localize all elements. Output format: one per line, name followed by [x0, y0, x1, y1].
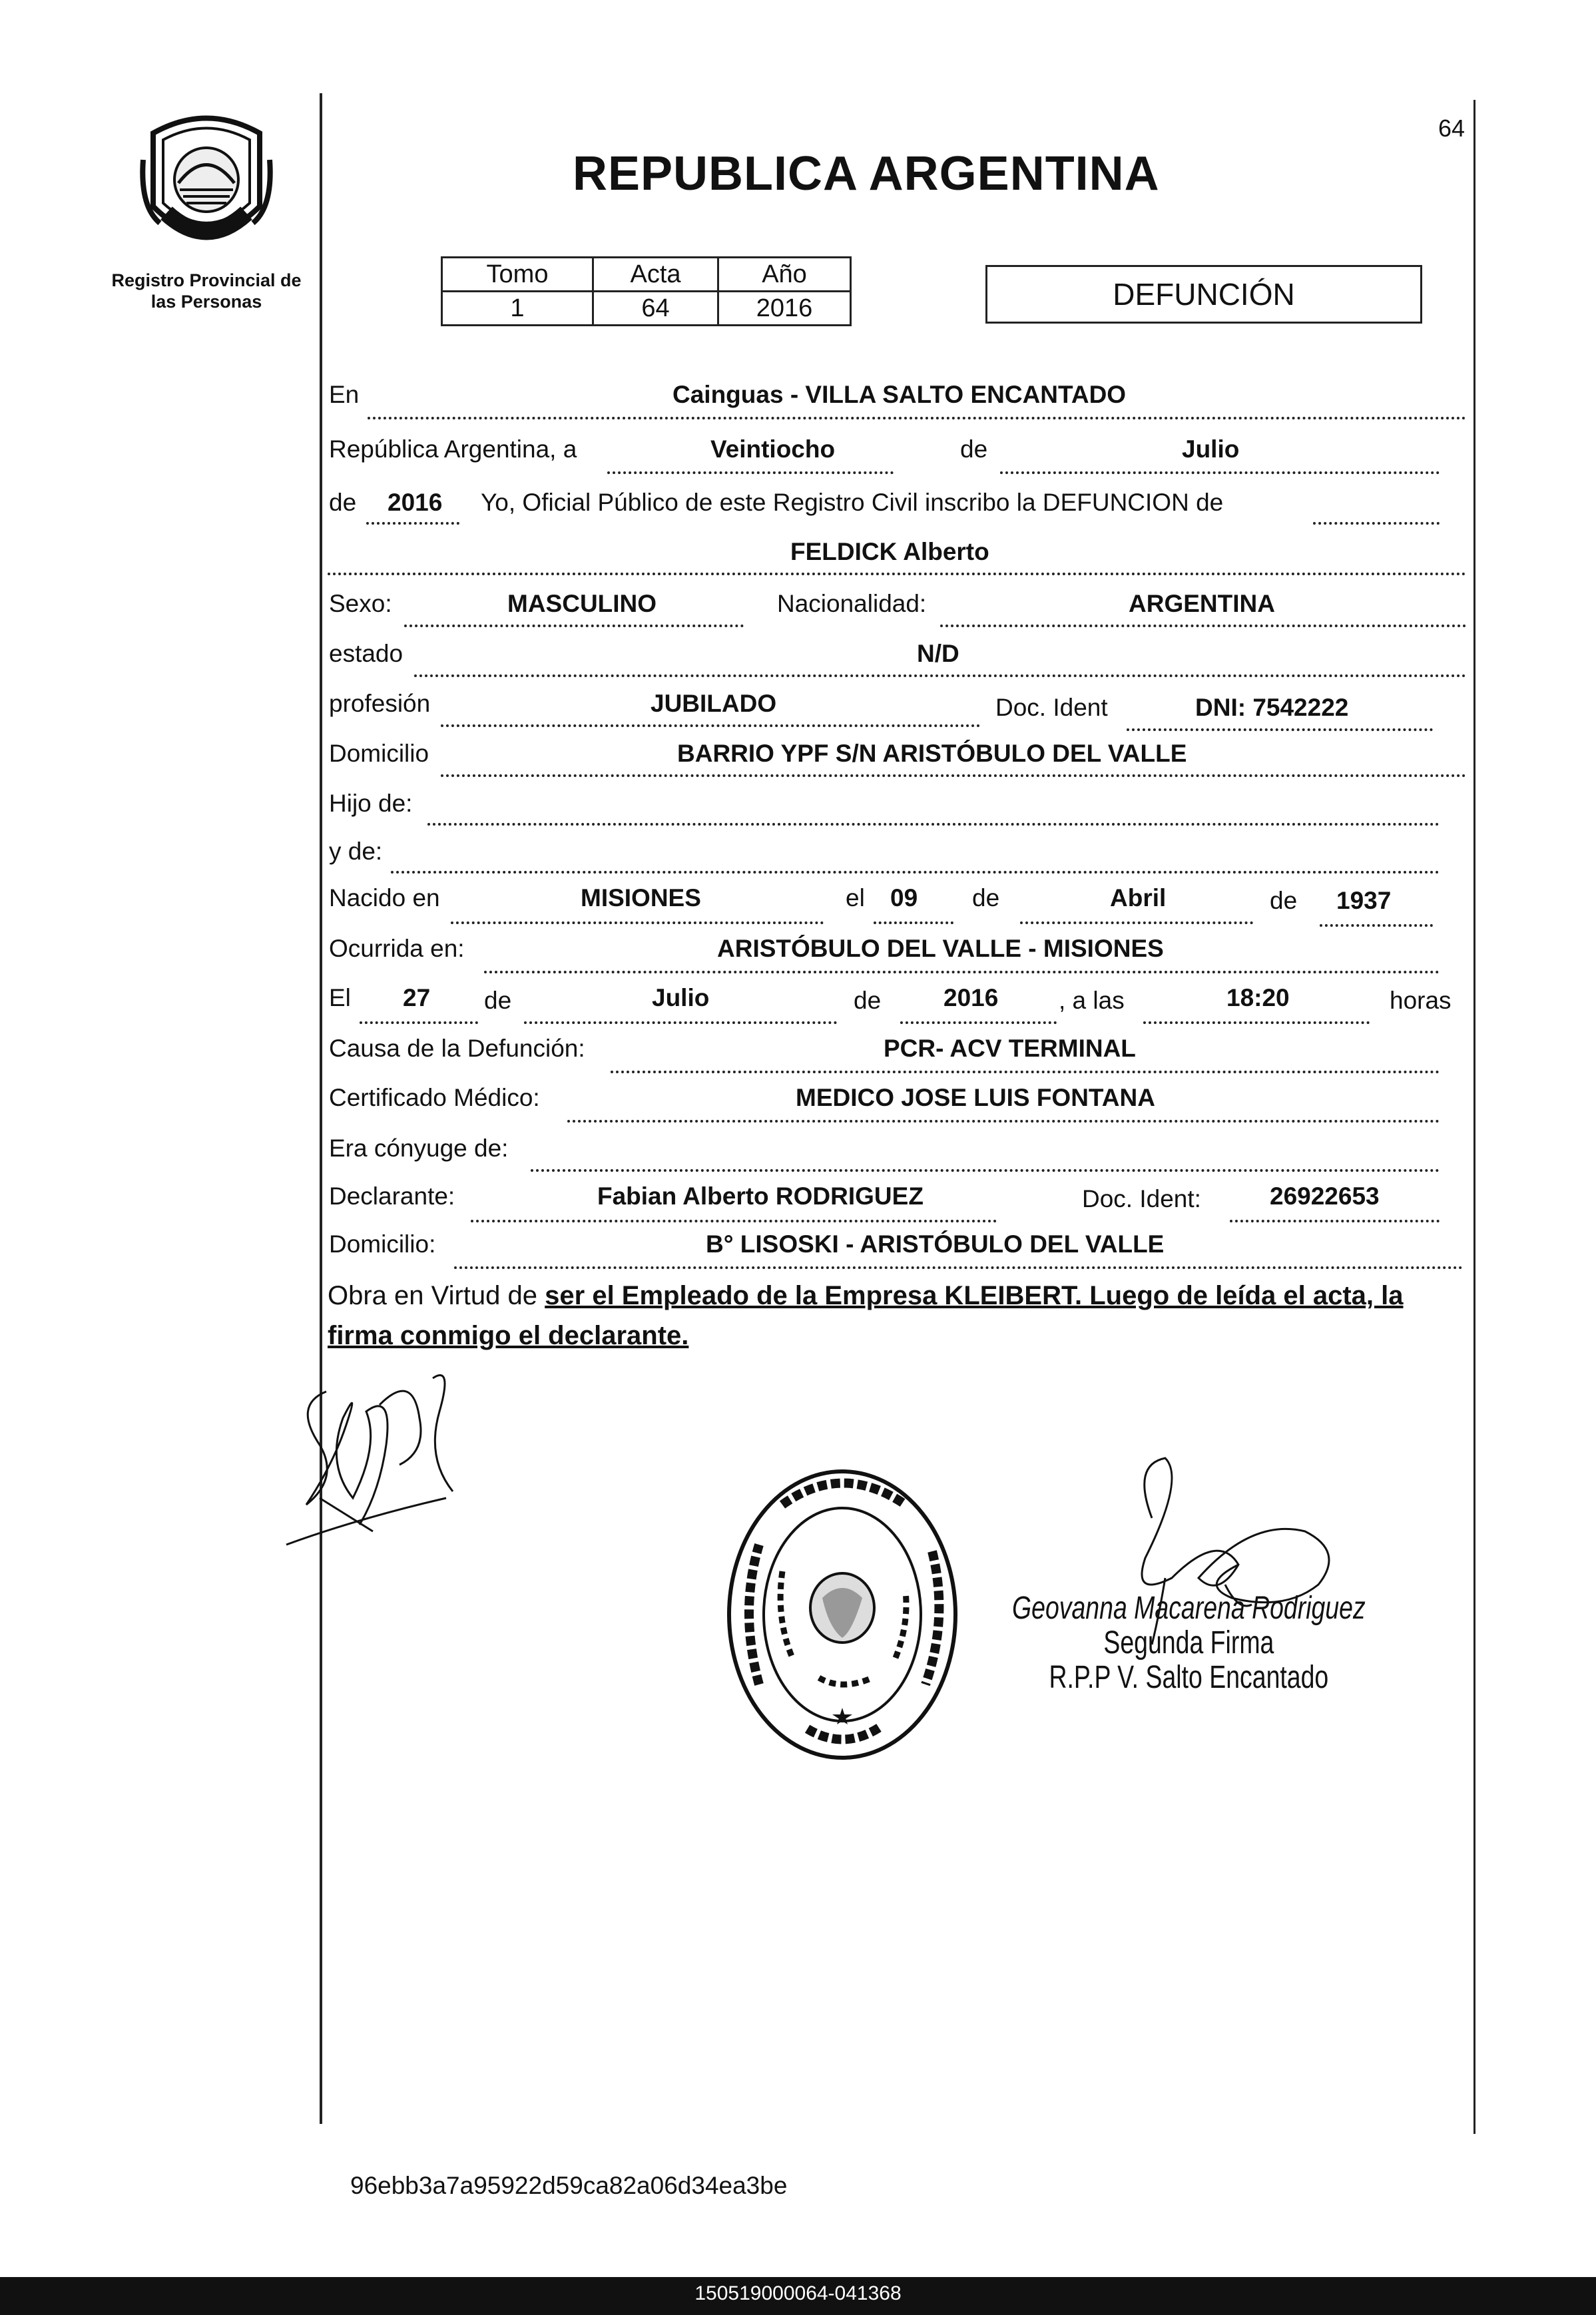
row-nacimiento [328, 880, 1473, 929]
def-mes-dotted-line [524, 1021, 837, 1024]
defuncion-anio: 2016 [943, 984, 999, 1011]
record-header-acta: Acta [593, 258, 718, 292]
row-anio-oficial [328, 485, 1473, 534]
registry-label: Registro Provincial de las Personas [111, 270, 302, 312]
de-label-5: de [484, 987, 512, 1014]
row-conyuge [328, 1131, 1473, 1180]
def-dia-dotted-line [360, 1021, 478, 1024]
nacido-label: Nacido en [329, 884, 440, 911]
def-hora-dotted-line [1143, 1021, 1370, 1024]
row-declarante [328, 1178, 1473, 1228]
conyuge-label: Era cónyuge de: [329, 1135, 509, 1162]
ocurrida-dotted-line [484, 971, 1440, 973]
doc-ident-value: DNI: 7542222 [1195, 694, 1349, 721]
ocurrida-value: ARISTÓBULO DEL VALLE - MISIONES [717, 935, 1164, 962]
defuncion-dia: 27 [403, 984, 431, 1011]
right-margin-line [1473, 100, 1475, 2134]
obra-text: ser el Empleado de la Empresa KLEIBERT. Luego de leída el acta, la firma conmigo el declarante. [328, 1281, 1404, 1350]
nacido-lugar-dotted-line [451, 921, 824, 924]
doc-ident-label: Doc. Ident [995, 694, 1108, 721]
causa-dotted-line [611, 1071, 1440, 1073]
rep-label: República Argentina, a [329, 435, 577, 463]
obra-prefix: Obra en Virtud de [328, 1281, 538, 1310]
record-value-tomo: 1 [442, 292, 593, 326]
estado-label: estado [329, 640, 403, 667]
decl-doc-label: Doc. Ident: [1082, 1185, 1201, 1212]
nacido-anio: 1937 [1336, 887, 1392, 914]
row-ocurrida [328, 931, 1473, 980]
causa-value: PCR- ACV TERMINAL [884, 1035, 1136, 1062]
decl-domicilio-dotted-line [454, 1266, 1463, 1269]
conyuge-dotted-line [531, 1169, 1440, 1172]
en-label: En [329, 381, 360, 408]
registry-seal-stamp-icon [719, 1465, 965, 1778]
domicilio-value: BARRIO YPF S/N ARISTÓBULO DEL VALLE [677, 740, 1187, 767]
row-en [328, 377, 1473, 426]
horas-label: horas [1390, 987, 1452, 1014]
year-dotted-line [366, 522, 459, 525]
registry-logo [140, 107, 273, 260]
yo-text: Yo, Oficial Público de este Registro Civil inscribo la DEFUNCION de [481, 489, 1224, 516]
deceased-name: FELDICK Alberto [790, 538, 989, 565]
name-dotted-line [328, 573, 1466, 575]
month-value: Julio [1182, 435, 1240, 463]
row-certificado [328, 1080, 1473, 1129]
record-value-acta: 64 [593, 292, 718, 326]
page-title: REPUBLICA ARGENTINA [573, 147, 1160, 200]
row-decl-domicilio [328, 1226, 1473, 1276]
declarante-label: Declarante: [329, 1182, 455, 1210]
de-label-4: de [1270, 887, 1298, 914]
domicilio-dotted-line [441, 774, 1466, 777]
record-header-tomo: Tomo [442, 258, 593, 292]
profesion-label: profesión [329, 690, 431, 717]
row-fecha-defuncion [328, 980, 1473, 1029]
def-anio-dotted-line [900, 1021, 1057, 1024]
defuncion-mes: Julio [652, 984, 710, 1011]
a-las-label: , a las [1059, 987, 1125, 1014]
nacionalidad-dotted-line [940, 625, 1466, 627]
official-block [1012, 1591, 1366, 1695]
profesion-value: JUBILADO [651, 690, 777, 717]
row-sexo [328, 586, 1473, 635]
row-fecha-inscripcion [328, 431, 1473, 481]
row-domicilio [328, 736, 1473, 785]
row-profesion [328, 686, 1473, 735]
nacido-dia-dotted-line [874, 921, 953, 924]
domicilio-label: Domicilio [329, 740, 429, 767]
de-label-2: de [329, 489, 357, 516]
record-header-anio: Año [718, 258, 851, 292]
official-office: R.P.P V. Salto Encantado [1049, 1660, 1329, 1695]
decl-domicilio-value: B° LISOSKI - ARISTÓBULO DEL VALLE [706, 1230, 1165, 1258]
nacionalidad-label: Nacionalidad: [777, 590, 927, 617]
day-dotted-line [607, 471, 894, 474]
causa-label: Causa de la Defunción: [329, 1035, 585, 1062]
row-causa [328, 1031, 1473, 1080]
y-de-dotted-line [391, 871, 1440, 874]
declarant-signature [280, 1365, 493, 1558]
en-dotted-line [368, 417, 1466, 419]
declarante-doc: 26922653 [1270, 1182, 1380, 1210]
hijo-de-label: Hijo de: [329, 790, 413, 817]
nacido-lugar: MISIONES [581, 884, 701, 911]
nacido-mes-dotted-line [1020, 921, 1253, 924]
decl-domicilio-label: Domicilio: [329, 1230, 436, 1258]
declarante-value: Fabian Alberto RODRIGUEZ [597, 1182, 924, 1210]
certificado-dotted-line [567, 1120, 1440, 1123]
document-type-box [985, 265, 1422, 324]
el2-label: El [329, 984, 351, 1011]
nacido-anio-dotted-line [1320, 924, 1433, 927]
page-number: 64 [1438, 115, 1465, 142]
provincia-misiones-crest-icon [140, 107, 273, 260]
doc-dotted-line [1127, 728, 1433, 731]
ocurrida-label: Ocurrida en: [329, 935, 465, 962]
el-label: el [846, 884, 865, 911]
year-value: 2016 [388, 489, 443, 516]
row-estado [328, 636, 1473, 685]
estado-dotted-line [414, 674, 1466, 677]
obra-paragraph [328, 1276, 1473, 1356]
decl-doc-dotted-line [1230, 1220, 1440, 1222]
registry-seal [719, 1465, 965, 1778]
hijo-dotted-line [427, 823, 1440, 826]
certificado-label: Certificado Médico: [329, 1084, 540, 1111]
row-nombre [328, 534, 1473, 583]
month-dotted-line [1000, 471, 1440, 474]
estado-value: N/D [917, 640, 959, 667]
row-hijo-de [328, 786, 1473, 835]
en-value: Cainguas - VILLA SALTO ENCANTADO [672, 381, 1127, 408]
declarante-dotted-line [471, 1220, 997, 1222]
profesion-dotted-line [441, 724, 980, 727]
sexo-dotted-line [404, 625, 744, 627]
handwritten-signature-icon [280, 1365, 493, 1558]
nacionalidad-value: ARGENTINA [1129, 590, 1275, 617]
footer-code: 150519000064-041368 [694, 2282, 902, 2304]
nacido-dia: 09 [890, 884, 918, 911]
day-words: Veintiocho [710, 435, 836, 463]
record-value-anio: 2016 [718, 292, 851, 326]
sexo-value: MASCULINO [507, 590, 657, 617]
document-type: DEFUNCIÓN [1113, 277, 1295, 312]
official-role: Segunda Firma [1103, 1625, 1274, 1661]
row-y-de [328, 834, 1473, 883]
document-hash: 96ebb3a7a95922d59ca82a06d34ea3be [350, 2172, 788, 2199]
record-table [441, 256, 852, 326]
defuncion-hora: 18:20 [1226, 984, 1290, 1011]
de-label-6: de [854, 987, 882, 1014]
y-de-label: y de: [329, 838, 383, 865]
yo-dotted-line [1313, 522, 1440, 525]
sexo-label: Sexo: [329, 590, 392, 617]
nacido-mes: Abril [1110, 884, 1167, 911]
official-name: Geovanna Macarena Rodriguez [1012, 1591, 1366, 1626]
certificado-value: MEDICO JOSE LUIS FONTANA [796, 1084, 1155, 1111]
left-margin-line [320, 93, 322, 2124]
de-label-1: de [960, 435, 988, 463]
de-label-3: de [972, 884, 1000, 911]
